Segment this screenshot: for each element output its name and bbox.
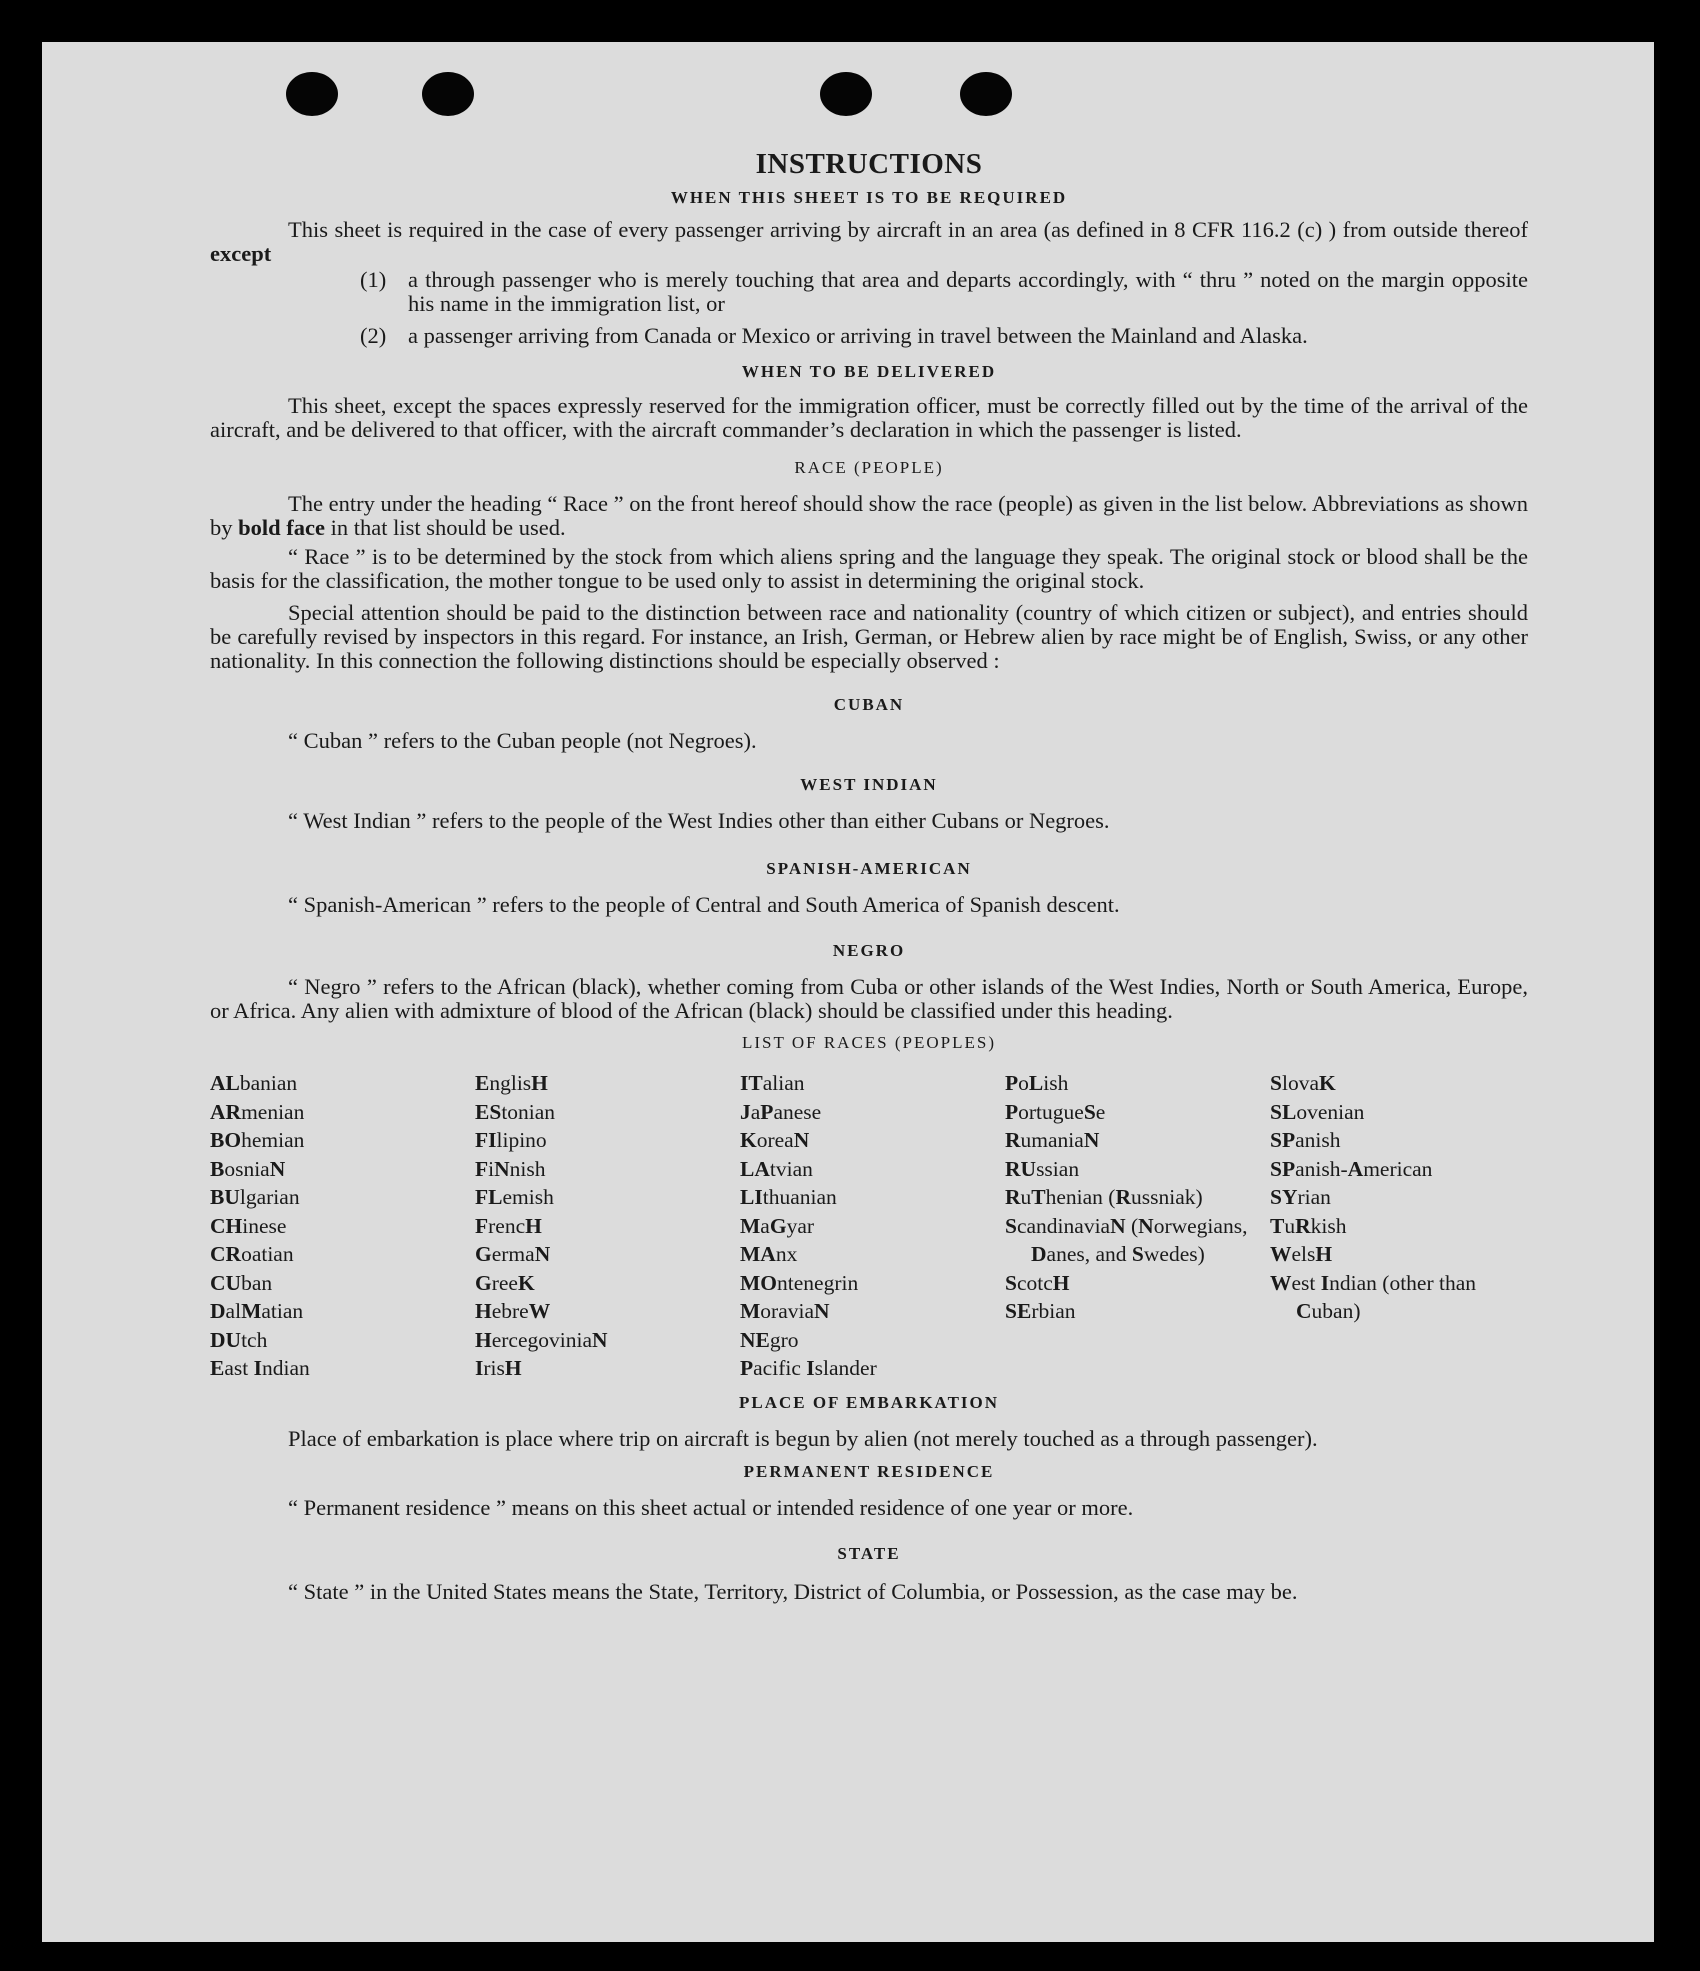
race-column [740,1069,1005,1383]
race-entry: ITalian [740,1071,805,1095]
paragraph: “ Cuban ” refers to the Cuban people (not Negroes). [288,728,757,753]
heading-race: RACE (PEOPLE) [794,458,944,477]
race-entry: MOntenegrin [740,1270,859,1295]
race-entry: FiNnish [475,1156,546,1181]
race-entry: ALbanian [210,1071,298,1095]
instructions-body [210,148,1528,1605]
race-entry: West Indian (other than Cuban) [1270,1270,1477,1323]
race-entry: DalMatian [210,1299,304,1323]
heading-negro: NEGRO [832,941,906,960]
race-column [1005,1069,1270,1383]
paragraph [210,218,1528,266]
race-entry: WelsH [1270,1242,1333,1266]
heading-cuban: CUBAN [833,695,905,714]
race-entry: HercegoviniaN [475,1327,608,1352]
bold-text: bold face [238,515,325,540]
race-entry: ScotcH [1005,1270,1070,1295]
race-entry: SLovenian [1270,1099,1365,1124]
paragraph: “ West Indian ” refers to the people of the West Indies other than either Cubans or Negroes. [288,808,1110,833]
race-column [475,1069,740,1383]
race-entry: TuRkish [1270,1213,1347,1238]
punch-hole [422,72,474,116]
race-entry: SPanish-American [1270,1156,1433,1181]
race-entry: NEgro [740,1327,799,1352]
heading-west-indian: WEST INDIAN [800,775,938,794]
race-entry: GermaN [475,1242,551,1266]
race-entry: DUtch [210,1327,268,1352]
race-entry: MAnx [740,1242,798,1266]
item-text: a through passenger who is merely touching that area and departs accordingly, with “ thru ” noted on the margin opposite his name in the immigration list, or [408,267,1528,316]
heading-when-delivered: WHEN TO BE DELIVERED [741,362,997,381]
race-entry: LAtvian [740,1156,813,1181]
punch-hole [820,72,872,116]
paragraph: Special attention should be paid to the distinction between race and nationality (country of which citizen or subject), and entries should be carefully revised by inspectors in this regard. For instance, an Irish, German, or Hebrew alien by race might be of English, Swiss, or any other nationality. In this connection the following distinctions should be especially observed : [210,600,1528,673]
race-entry: IrisH [475,1356,522,1380]
heading-state: STATE [837,1543,901,1563]
race-entry: FIlipino [475,1128,547,1152]
race-entry: GreeK [475,1270,535,1295]
race-entry: Pacific Islander [740,1356,877,1380]
race-entry: CRoatian [210,1242,294,1266]
text: The entry under the heading “ Race ” on the front hereof should show the race (people) as given in the list below. Abbreviations as shown by [210,491,1528,540]
punch-hole [960,72,1012,116]
race-entry: MaGyar [740,1213,815,1238]
item-number: (1) [360,267,387,292]
race-entry: CUban [210,1270,273,1295]
paragraph: “ State ” in the United States means the State, Territory, District of Columbia, or Possession, as the case may be. [288,1578,1298,1604]
race-entry: SErbian [1005,1299,1076,1323]
race-column [210,1069,475,1383]
heading-list-of-races: LIST OF RACES (PEOPLES) [742,1033,996,1052]
race-entry: FLemish [475,1185,554,1209]
heading-permanent-residence: PERMANENT RESIDENCE [743,1461,995,1481]
race-entry: PortugueSe [1005,1099,1106,1124]
race-list [210,1069,1528,1383]
race-entry: RuThenian (Russniak) [1005,1185,1203,1209]
heading-spanish-american: SPANISH-AMERICAN [766,859,972,878]
race-entry: EnglisH [475,1071,548,1095]
race-entry: CHinese [210,1213,287,1238]
race-entry: KoreaN [740,1128,810,1152]
list-item [360,268,1528,316]
bold-text: except [210,241,272,266]
race-entry: RumaniaN [1005,1128,1100,1152]
paragraph: “ Negro ” refers to the African (black), whether coming from Cuba or other islands of the West Indies, North or South America, Europe, or Africa. Any alien with admixture of blood of the African (black) should be classified under this heading. [210,974,1528,1023]
race-entry: EStonian [475,1099,556,1124]
document-page [42,42,1654,1942]
race-column [1270,1069,1535,1383]
race-entry: PoLish [1005,1071,1069,1095]
page-title: INSTRUCTIONS [755,148,983,180]
race-entry: SPanish [1270,1128,1341,1152]
punch-hole [286,72,338,116]
item-number: (2) [360,323,387,348]
text: This sheet is required in the case of every passenger arriving by aircraft in an area (as defined in 8 CFR 116.2 (c) ) from outside thereof [288,217,1528,242]
race-entry: ARmenian [210,1099,305,1124]
race-entry: RUssian [1005,1156,1080,1181]
race-entry: ScandinaviaN (Norwegians, Danes, and Swedes) [1005,1213,1248,1266]
race-entry: FrencH [475,1213,542,1238]
text: in that list should be used. [330,515,566,540]
paragraph: This sheet, except the spaces expressly reserved for the immigration officer, must be correctly filled out by the time of the arrival of the aircraft, and be delivered to that officer, with the aircraft commander’s declaration in which the passenger is listed. [210,393,1528,442]
race-entry: HebreW [475,1299,551,1323]
race-entry: MoraviaN [740,1299,830,1323]
item-text: a passenger arriving from Canada or Mexico or arriving in travel between the Mainland and Alaska. [408,323,1308,348]
heading-when-required: WHEN THIS SHEET IS TO BE REQUIRED [670,188,1068,207]
paragraph [210,492,1528,540]
race-entry: SlovaK [1270,1071,1336,1095]
race-entry: SYrian [1270,1185,1331,1209]
race-entry: BUlgarian [210,1185,300,1209]
paragraph: “ Permanent residence ” means on this sheet actual or intended residence of one year or more. [288,1494,1134,1520]
race-entry: JaPanese [740,1099,822,1124]
paragraph: “ Race ” is to be determined by the stock from which aliens spring and the language they speak. The original stock or blood shall be the basis for the classification, the mother tongue to be used only to assist in determining the original stock. [210,544,1528,593]
heading-embarkation: PLACE OF EMBARKATION [738,1392,1000,1412]
list-item [360,324,1528,348]
race-entry: BosniaN [210,1156,286,1181]
race-entry: East Indian [210,1356,310,1380]
paragraph: Place of embarkation is place where trip on aircraft is begun by alien (not merely touched as a through passenger). [288,1425,1318,1451]
paragraph: “ Spanish-American ” refers to the people of Central and South America of Spanish descent. [288,892,1120,917]
race-entry: LIthuanian [740,1185,837,1209]
race-entry: BOhemian [210,1128,305,1152]
